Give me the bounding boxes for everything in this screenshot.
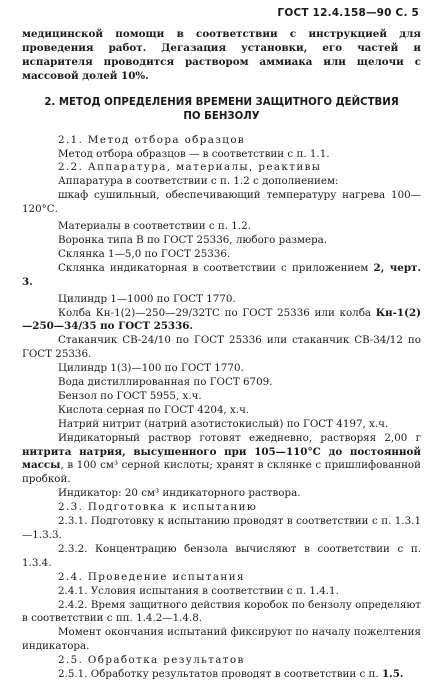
paragraph-2-4-1: 2.4.1. Условия испытания в соответствии с п. 1.4.1.: [58, 584, 339, 597]
page-body: [22, 28, 421, 682]
paragraph-2-2-materials: Материалы в соответствии с п. 1.2.: [58, 220, 251, 233]
paragraph-2-2-cylinder-1000: Цилиндр 1—1000 по ГОСТ 1770.: [58, 292, 236, 305]
indicator-solution-bold: нитрита натрия, высушенного при 105—110°С до постоянной массы: [22, 445, 421, 472]
conical-flask-alt: Кн-1(2)—250—34/35 по ГОСТ 25336.: [22, 306, 421, 333]
paragraph-2-5-1-ref: 1.5.: [381, 668, 404, 681]
paragraph-2-2-flask: Склянка 1—5,0 по ГОСТ 25336.: [58, 247, 231, 260]
paragraph-2-4-2: 2.4.2. Время защитного действия коробок по бензолу определяют в соответствии с пп. 1.4.2—1.4.8.: [22, 598, 421, 625]
paragraph-2-2-nitrite: Натрий нитрит (натрий азотистокислый) по ГОСТ 4197, х.ч.: [58, 417, 389, 430]
indicator-flask-appendix: 2,: [373, 261, 385, 274]
paragraph-2-2-benzene: Бензол по ГОСТ 5955, х.ч.: [58, 389, 202, 402]
paragraph-2-2-indicator-flask: [22, 262, 421, 290]
paragraph-2-5-1-text: 2.5.1. Обработку результатов проводят в соответствии с п.: [58, 668, 382, 681]
indicator-solution-text: Индикаторный раствор готовят ежедневно, растворяя 2,00 г: [58, 431, 421, 444]
section-title-line-2: ПО БЕНЗОЛУ: [183, 110, 260, 122]
section-title: [22, 96, 421, 124]
paragraph-2-5-1: [22, 668, 421, 682]
subsection-2-5-heading: 2.5. Обработка результатов: [58, 654, 245, 667]
paragraph-2-3-2: 2.3.2. Концентрацию бензола вычисляют в соответствии с п. 1.3.4.: [22, 542, 421, 569]
paragraph-2-2-cylinder-100: Цилиндр 1(3)—100 по ГОСТ 1770.: [58, 362, 244, 375]
paragraph-2-2-beaker: Стаканчик СВ-24/10 по ГОСТ 25336 или стаканчик СВ-34/12 по ГОСТ 25336.: [22, 334, 421, 361]
section-title-line-1: 2. МЕТОД ОПРЕДЕЛЕНИЯ ВРЕМЕНИ ЗАЩИТНОГО ДЕЙСТВИЯ: [44, 96, 399, 108]
paragraph-2-4-end: Момент окончания испытаний фиксируют по началу пожелтения индикатора.: [22, 626, 421, 653]
indicator-solution-rest: , в 100 см³ серной кислоты; хранят в склянке с пришлифованной пробкой.: [22, 459, 421, 486]
conical-flask-text: Колба Кн-1(2)—250—29/32ТС по ГОСТ 25336 или колба: [58, 306, 376, 319]
paragraph-2-2-water: Вода дистиллированная по ГОСТ 6709.: [58, 376, 273, 389]
subsection-2-4-heading: 2.4. Проведение испытания: [58, 570, 245, 583]
subsection-2-1-heading: 2.1. Метод отбора образцов: [58, 133, 246, 146]
indicator-flask-drawing: черт. 3.: [22, 261, 421, 288]
subsection-2-2-heading: 2.2. Аппаратура, материалы, реактивы: [58, 161, 322, 174]
paragraph-2-2-oven: шкаф сушильный, обеспечивающий температуру нагрева 100—120°С.: [22, 189, 421, 216]
intro-paragraph: медицинской помощи в соответствии с инструкцией для проведения работ. Дегазация установки, его частей и испарителя проводится раствором аммиака или щелочи с массовой долей 10%.: [22, 28, 421, 82]
paragraph-2-2-conical-flask: [22, 307, 421, 335]
page-header: ГОСТ 12.4.158—90 С. 5: [277, 7, 419, 19]
indicator-flask-text: Склянка индикаторная в соответствии с приложением: [58, 261, 374, 274]
subsection-2-3-heading: 2.3. Подготовка к испытанию: [58, 501, 258, 514]
paragraph-2-2-acid: Кислота серная по ГОСТ 4204, х.ч.: [58, 403, 250, 416]
paragraph-2-1-text: Метод отбора образцов — в соответствии с п. 1.1.: [58, 147, 330, 160]
paragraph-2-3-1: 2.3.1. Подготовку к испытанию проводят в соответствии с п. 1.3.1—1.3.3.: [22, 515, 421, 541]
paragraph-2-2-funnel: Воронка типа В по ГОСТ 25336, любого размера.: [58, 233, 328, 246]
paragraph-2-2-apparatus: Аппаратура в соответствии с п. 1.2 с дополнением:: [58, 175, 339, 188]
paragraph-2-2-indicator: Индикатор: 20 см³ индикаторного раствора.: [58, 487, 301, 500]
paragraph-2-2-indicator-solution: [22, 432, 421, 488]
